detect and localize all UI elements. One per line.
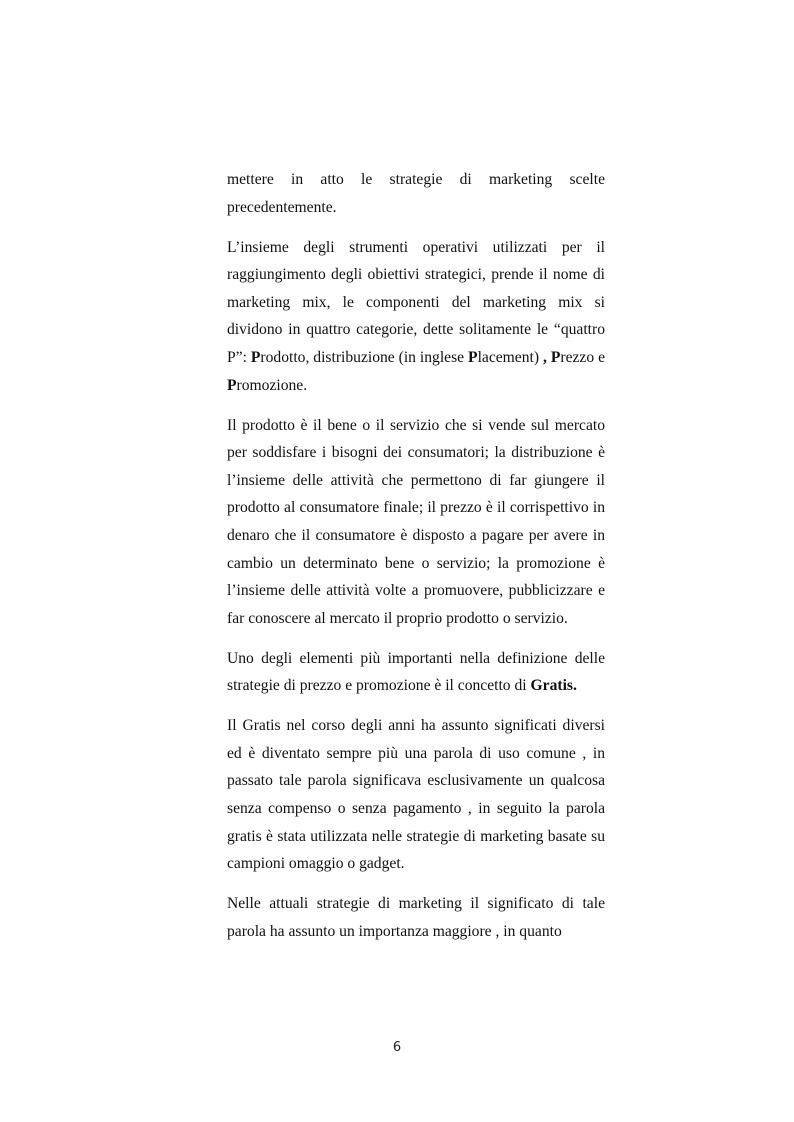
paragraph	[227, 645, 605, 700]
text-segment: mettere in atto le strategie di marketing scelte precedentemente.	[227, 171, 605, 216]
text-segment: romozione.	[236, 376, 308, 394]
bold-initial: P	[468, 348, 478, 366]
bold-term-gratis: Gratis.	[530, 677, 577, 695]
paragraph	[227, 166, 605, 221]
text-segment: rodotto, distribuzione (in inglese	[260, 348, 469, 366]
text-segment: Il prodotto è il bene o il servizio che si vende sul mercato per soddisfare i bisogni dei consumatori; la distribuzione è l’insieme delle attività che permettono di far giungere il prodotto al consumatore finale; il prezzo è il corrispettivo in denaro che il consumatore è disposto a pagare per avere in cambio un determinato bene o servizio; la promozione è l’insieme delle attività volte a promuovere, pubblicizzare e far conoscere al mercato il proprio prodotto o servizio.	[227, 416, 605, 627]
bold-comma: ,	[543, 348, 547, 366]
page-number: 6	[392, 1040, 402, 1055]
bold-initial: P	[250, 348, 261, 366]
body-text	[227, 166, 605, 945]
text-segment: Il Gratis nel corso degli anni ha assunto significati diversi ed è diventato sempre più una parola di uso comune , in passato tale parola significava esclusivamente un qualcosa senza compenso o senza pagamento , in seguito la parola gratis è stata utilizzata nelle strategie di marketing basate su campioni omaggio o gadget.	[227, 717, 605, 873]
paragraph	[227, 412, 605, 633]
text-segment: Nelle attuali strategie di marketing il significato di tale parola ha assunto un importanza maggiore , in quanto	[227, 895, 605, 940]
text-segment: L’insieme degli strumenti operativi utilizzati per il raggiungimento degli obiettivi strategici, prende il nome di marketing mix, le componenti del marketing mix si dividono in quattro categorie, dette solitamente le “quattro P”:	[227, 238, 605, 366]
paragraph	[227, 234, 605, 400]
paragraph	[227, 890, 605, 945]
text-segment: rezzo e	[560, 348, 606, 366]
text-segment: Uno degli elementi più importanti nella definizione delle strategie di prezzo e promozione è il concetto di	[227, 649, 605, 695]
text-segment: lacement)	[477, 348, 543, 366]
bold-initial: P	[227, 376, 237, 394]
paragraph	[227, 712, 605, 878]
bold-initial: P	[550, 348, 561, 366]
